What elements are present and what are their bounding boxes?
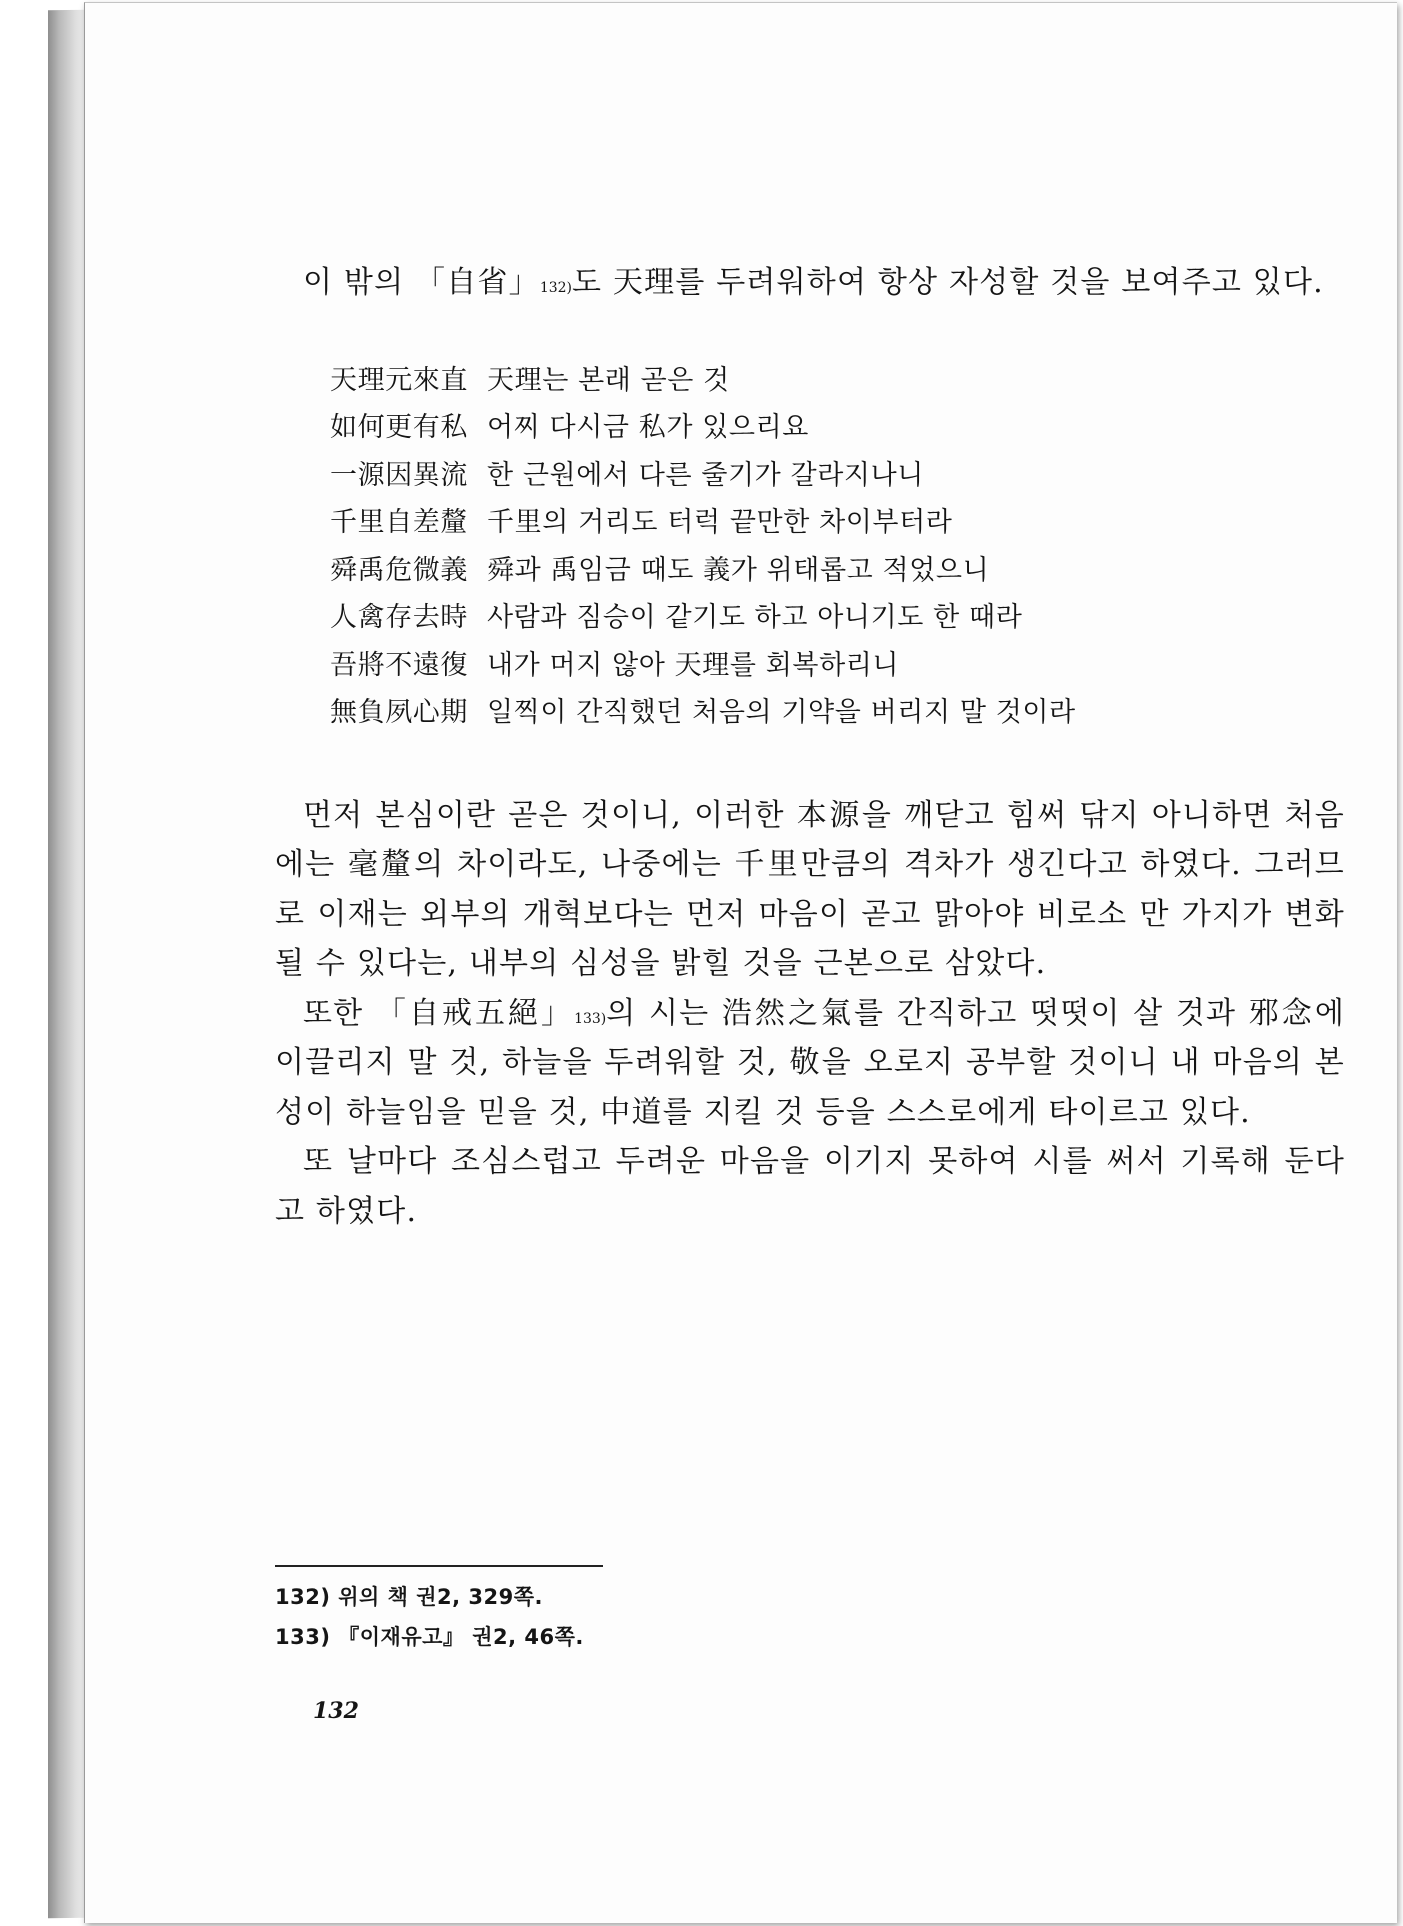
poem-line xyxy=(330,404,1345,452)
poem-translation: 千里의 거리도 터럭 끝만한 차이부터라 xyxy=(487,507,953,538)
intro-paragraph xyxy=(275,258,1345,308)
poem-line xyxy=(330,547,1345,595)
poem-hanja: 一源因異流 xyxy=(330,459,468,491)
body-paragraph-2-end: 의 시는 浩然之氣를 간직하고 떳떳이 살 것과 邪念에 이끌리지 말 것, 하늘을 두려워할 것, 敬을 오로지 공부할 것이니 내 마음의 본성이 하늘임을 믿을 것, 中道를 지킬 것 등을 스스로에게 타이르고 있다. xyxy=(275,995,1345,1130)
poem-translation: 天理는 본래 곧은 것 xyxy=(487,364,730,396)
poem-hanja: 無負夙心期 xyxy=(330,697,468,728)
footnote-133: 133) 『이재유고』 권2, 46쪽. xyxy=(275,1625,584,1649)
footnote-132: 132) 위의 책 권2, 329쪽. xyxy=(275,1585,544,1609)
poem-line xyxy=(330,499,1345,547)
poem-line xyxy=(330,357,1345,405)
page-number: 132 xyxy=(313,1698,359,1724)
body-paragraph-2 xyxy=(275,989,1345,1138)
poem-line xyxy=(330,452,1345,500)
poem-translation: 사람과 짐승이 같기도 하고 아니기도 한 때라 xyxy=(487,602,1023,633)
poem-translation: 일찍이 간직했던 처음의 기약을 버리지 말 것이라 xyxy=(487,697,1076,728)
poem-translation: 어찌 다시금 私가 있으리요 xyxy=(487,412,809,443)
body-paragraph-2-start: 또한 「自戒五絕」 xyxy=(303,995,575,1031)
footnote-divider xyxy=(275,1565,603,1567)
poem-block xyxy=(330,357,1345,737)
poem-translation: 한 근원에서 다른 줄기가 갈라지나니 xyxy=(487,459,924,491)
footnotes xyxy=(275,1565,735,1657)
poem-hanja: 如何更有私 xyxy=(330,412,468,443)
poem-line xyxy=(330,594,1345,642)
poem-hanja: 天理元來直 xyxy=(330,364,468,396)
footnote-ref-133: 133) xyxy=(574,1010,607,1027)
poem-line xyxy=(330,642,1345,690)
poem-hanja: 人禽存去時 xyxy=(330,602,468,633)
intro-text-end: 도 天理를 두려워하여 항상 자성할 것을 보여주고 있다. xyxy=(572,265,1324,300)
body-paragraph-3: 또 날마다 조심스럽고 두려운 마음을 이기지 못하여 시를 써서 기록해 둔다고 하였다. xyxy=(275,1144,1345,1229)
poem-hanja: 千里自差釐 xyxy=(330,507,468,538)
body-paragraph-1: 먼저 본심이란 곧은 것이니, 이러한 本源을 깨닫고 힘써 닦지 아니하면 처음에는 毫釐의 차이라도, 나중에는 千里만큼의 격차가 생긴다고 하였다. 그러므로 이재는 외부의 개혁보다는 먼저 마음이 곧고 맑아야 비로소 만 가지가 변화될 수 있다는, 내부의 심성을 밝힐 것을 근본으로 삼았다. xyxy=(275,797,1345,981)
poem-translation: 舜과 禹임금 때도 義가 위태롭고 적었으니 xyxy=(487,554,990,586)
book-page xyxy=(84,2,1397,1923)
poem-hanja: 舜禹危微義 xyxy=(330,554,468,586)
intro-text-start: 이 밖의 「自省」 xyxy=(303,265,540,300)
poem-translation: 내가 머지 않아 天理를 회복하리니 xyxy=(487,649,900,681)
footnote-ref-132: 132) xyxy=(539,280,572,296)
poem-hanja: 吾將不遠復 xyxy=(330,649,468,681)
page-content xyxy=(275,258,1345,1236)
book-spine-edge xyxy=(48,10,86,1918)
poem-line xyxy=(330,689,1345,737)
